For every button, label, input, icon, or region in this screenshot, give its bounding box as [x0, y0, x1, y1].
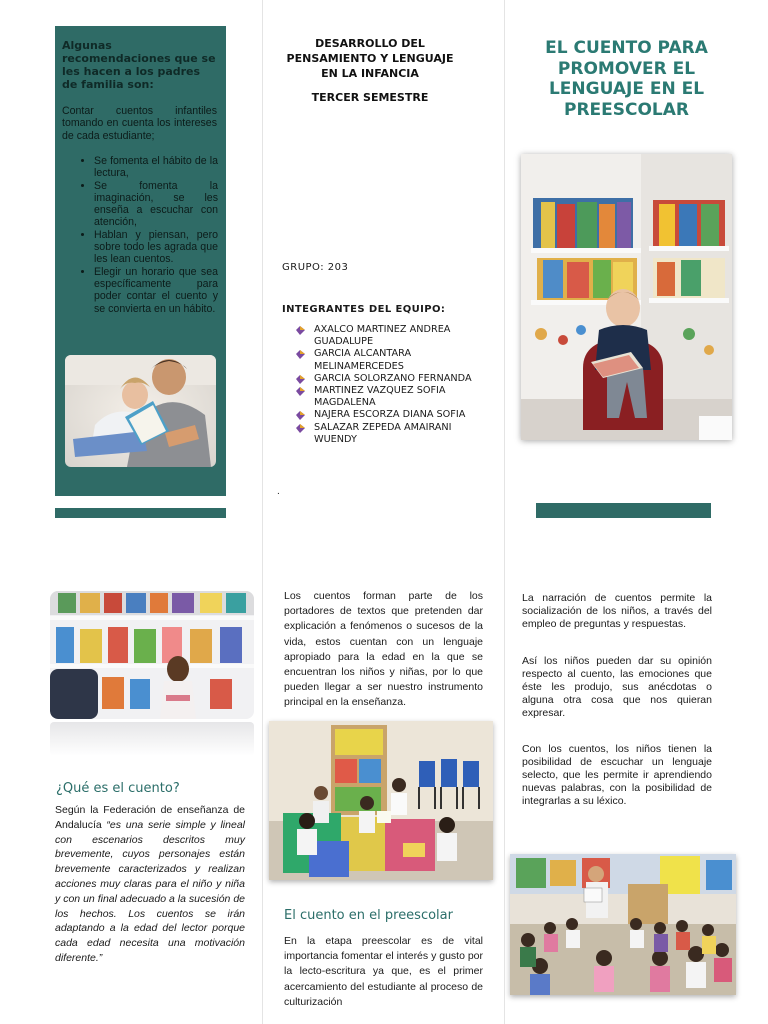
- team-member: AXALCO MARTINEZ ANDREA GUADALUPE: [296, 324, 476, 348]
- right-accent-bar: [536, 503, 711, 518]
- bullet-icon: [296, 411, 305, 420]
- bullet-icon: [296, 424, 305, 433]
- toddler-reading-photo: [521, 154, 732, 440]
- list-item: • Se fomenta el hábito de la lectura,: [94, 155, 218, 180]
- recommendations-heading: Algunas recomendaciones que se les hacen a los padres de familia son:: [62, 39, 216, 91]
- what-is-story-heading: ¿Qué es el cuento?: [56, 781, 180, 796]
- preschool-paragraph: En la etapa preescolar es de vital importancia fomentar el interés y gusto por la lecto-escritura ya que, es el primer acercamiento del estudiante al proceso de culturización: [284, 935, 484, 1008]
- semester-label: TERCER SEMESTRE: [311, 91, 429, 104]
- list-item: • Se fomenta la imaginación, se les enseña a escuchar con atención,: [94, 180, 218, 229]
- story-definition: Según la Federación de enseñanza de Andalucía “es una serie simple y lineal con escenarios descritos muy brevemente, cuyos personajes están brevemente caracterizados y realizan acciones muy claras para el niño y niña y con un final adecuado a la sucesión de los hechos. Los cuentos se irán adaptando a la edad del lector porque cada edad necesita una motivación diferente.”: [55, 804, 245, 964]
- father-daughter-reading-photo: [65, 355, 216, 467]
- team-list: [296, 324, 476, 446]
- girl-bookshelf-photo: [50, 591, 254, 719]
- stray-dot: .: [277, 486, 280, 497]
- team-member: MARTINEZ VAZQUEZ SOFIA MAGDALENA: [296, 385, 476, 409]
- recommendations-list: [62, 155, 218, 315]
- bullet-icon: [296, 326, 305, 335]
- team-member: NAJERA ESCORZA DIANA SOFIA: [296, 409, 476, 421]
- team-member: SALAZAR ZEPEDA AMAIRANI WUENDY: [296, 422, 476, 446]
- subject-title: DESARROLLO DEL PENSAMIENTO Y LENGUAJE EN LA INFANCIA: [286, 37, 454, 80]
- team-heading: INTEGRANTES DEL EQUIPO:: [282, 304, 446, 315]
- group-label: GRUPO: 203: [282, 262, 349, 273]
- team-member: GARCIA SOLORZANO FERNANDA: [296, 373, 476, 385]
- column-divider-2: [504, 0, 505, 1024]
- left-accent-bar: [55, 508, 226, 518]
- bullet-icon: [296, 350, 305, 359]
- recommendations-intro: Contar cuentos infantiles tomando en cuenta los intereses de cada estudiante;: [62, 105, 217, 142]
- photo-reflection: [50, 722, 254, 756]
- team-member: GARCIA ALCANTARA MELINAMERCEDES: [296, 348, 476, 372]
- stories-paragraph: Los cuentos forman parte de los portadores de textos que pretenden dar explicación a fenómenos o sucesos de la vida, estos cuentan con un lenguaje apropiado para la edad en la que se encuentran los niños y niñas, por lo que pueden llegar a ser nuestro instrumento principal en la enseñanza.: [284, 590, 483, 709]
- column-divider-1: [262, 0, 263, 1024]
- circle-time-photo: [510, 854, 736, 995]
- bullet-icon: [296, 375, 305, 384]
- bullet-icon: [296, 387, 305, 396]
- classroom-reading-photo: [269, 721, 493, 880]
- narration-paragraph-3: Con los cuentos, los niños tienen la posibilidad de escuchar un lenguaje selecto, que les permite ir aprendiendo nuevas palabras, con la posibilidad de integrarlas a su léxico.: [522, 743, 712, 807]
- list-item: • Elegir un horario que sea específicamente para poder contar el cuento y se convierta en un hábito.: [94, 266, 218, 315]
- narration-paragraph-1: La narración de cuentos permite la socialización de los niños, a través del empleo de preguntas y respuestas.: [522, 592, 712, 630]
- story-in-preschool-heading: El cuento en el preescolar: [284, 908, 453, 923]
- narration-paragraph-2: Así los niños pueden dar su opinión respecto al cuento, las emociones que éste les produjo, sus anécdotas o alguna otra cosa que nos quieran expresar.: [522, 655, 712, 719]
- list-item: • Hablan y piensan, pero sobre todo les agrada que les lean cuentos.: [94, 229, 218, 266]
- brochure-title: EL CUENTO PARA PROMOVER EL LENGUAJE EN EL PREESCOLAR: [545, 38, 708, 120]
